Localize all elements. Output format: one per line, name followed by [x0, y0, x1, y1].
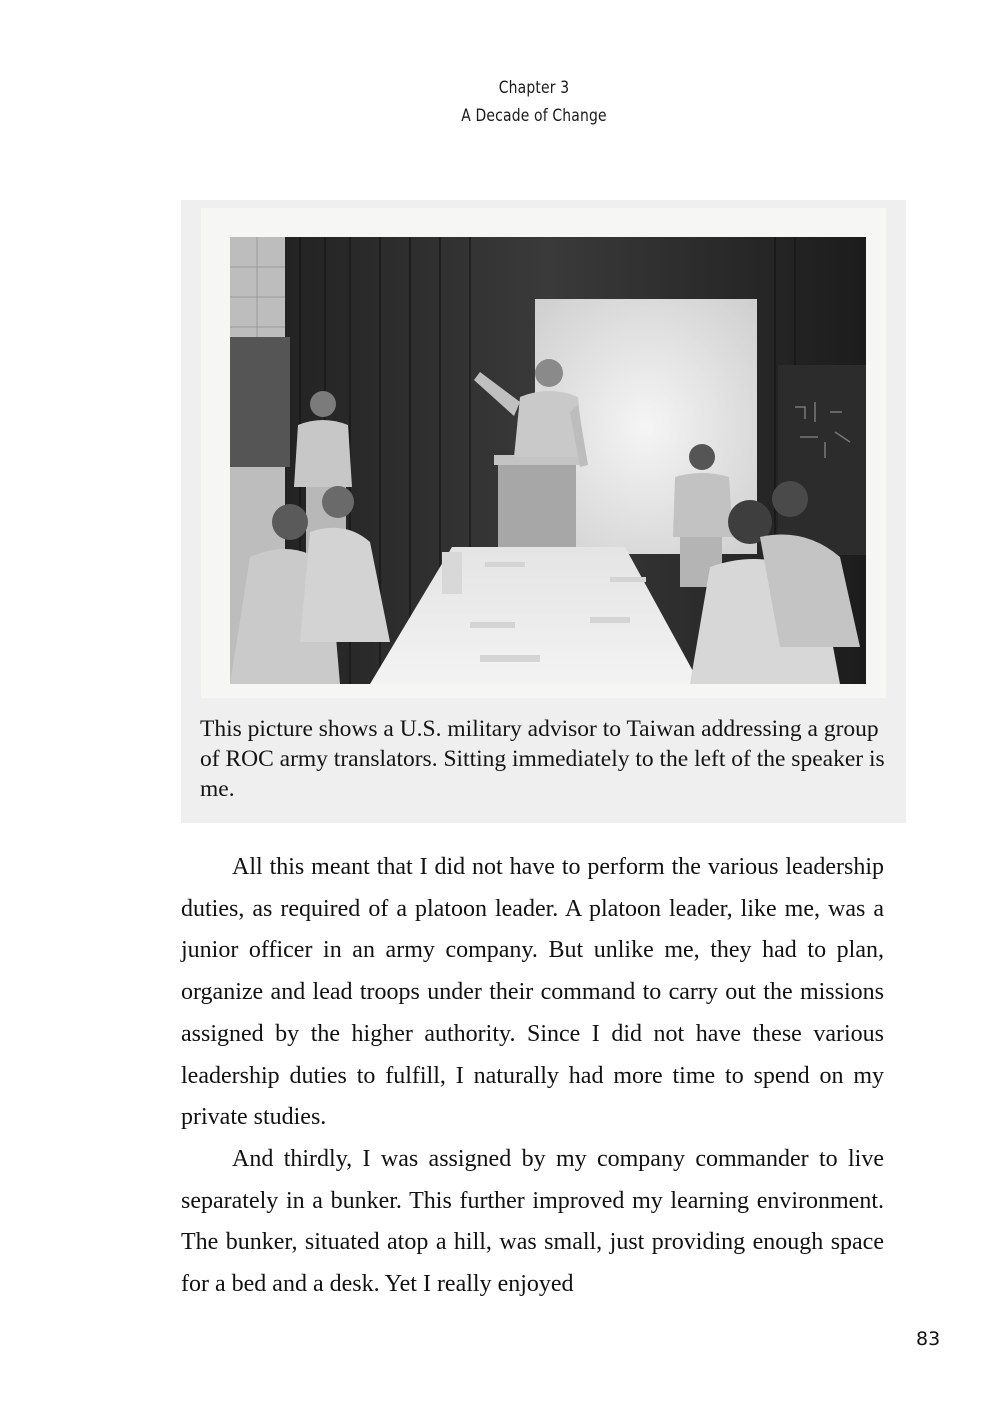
chapter-number: Chapter 3 — [498, 78, 570, 98]
running-header — [96, 74, 972, 130]
photo-mount — [201, 208, 886, 698]
paragraph: All this meant that I did not have to perform the various leadership duties, as required of a platoon leader. A platoon leader, like me, was a junior officer in an army company. But unlike me, they had to plan, organize and lead troops under their command to carry out the missions assigned by the higher authority. Since I did not have these various leadership duties to fulfill, I naturally had more time to spend on my private studies. — [181, 854, 884, 1131]
page-number: 83 — [916, 1328, 941, 1350]
photograph-illustration — [230, 237, 866, 684]
chapter-title: A Decade of Change — [461, 106, 607, 126]
body-text — [181, 847, 884, 1306]
photograph — [230, 237, 866, 684]
paragraph: And thirdly, I was assigned by my company commander to live separately in a bunker. This further improved my learning environment. The bunker, situated atop a hill, was small, just providing enough space for a bed and a desk. Yet I really enjoyed — [181, 1145, 884, 1298]
figure — [181, 200, 906, 823]
figure-caption: This picture shows a U.S. military advisor to Taiwan addressing a group of ROC army translators. Sitting immediately to the left of the speaker is me. — [200, 716, 885, 802]
